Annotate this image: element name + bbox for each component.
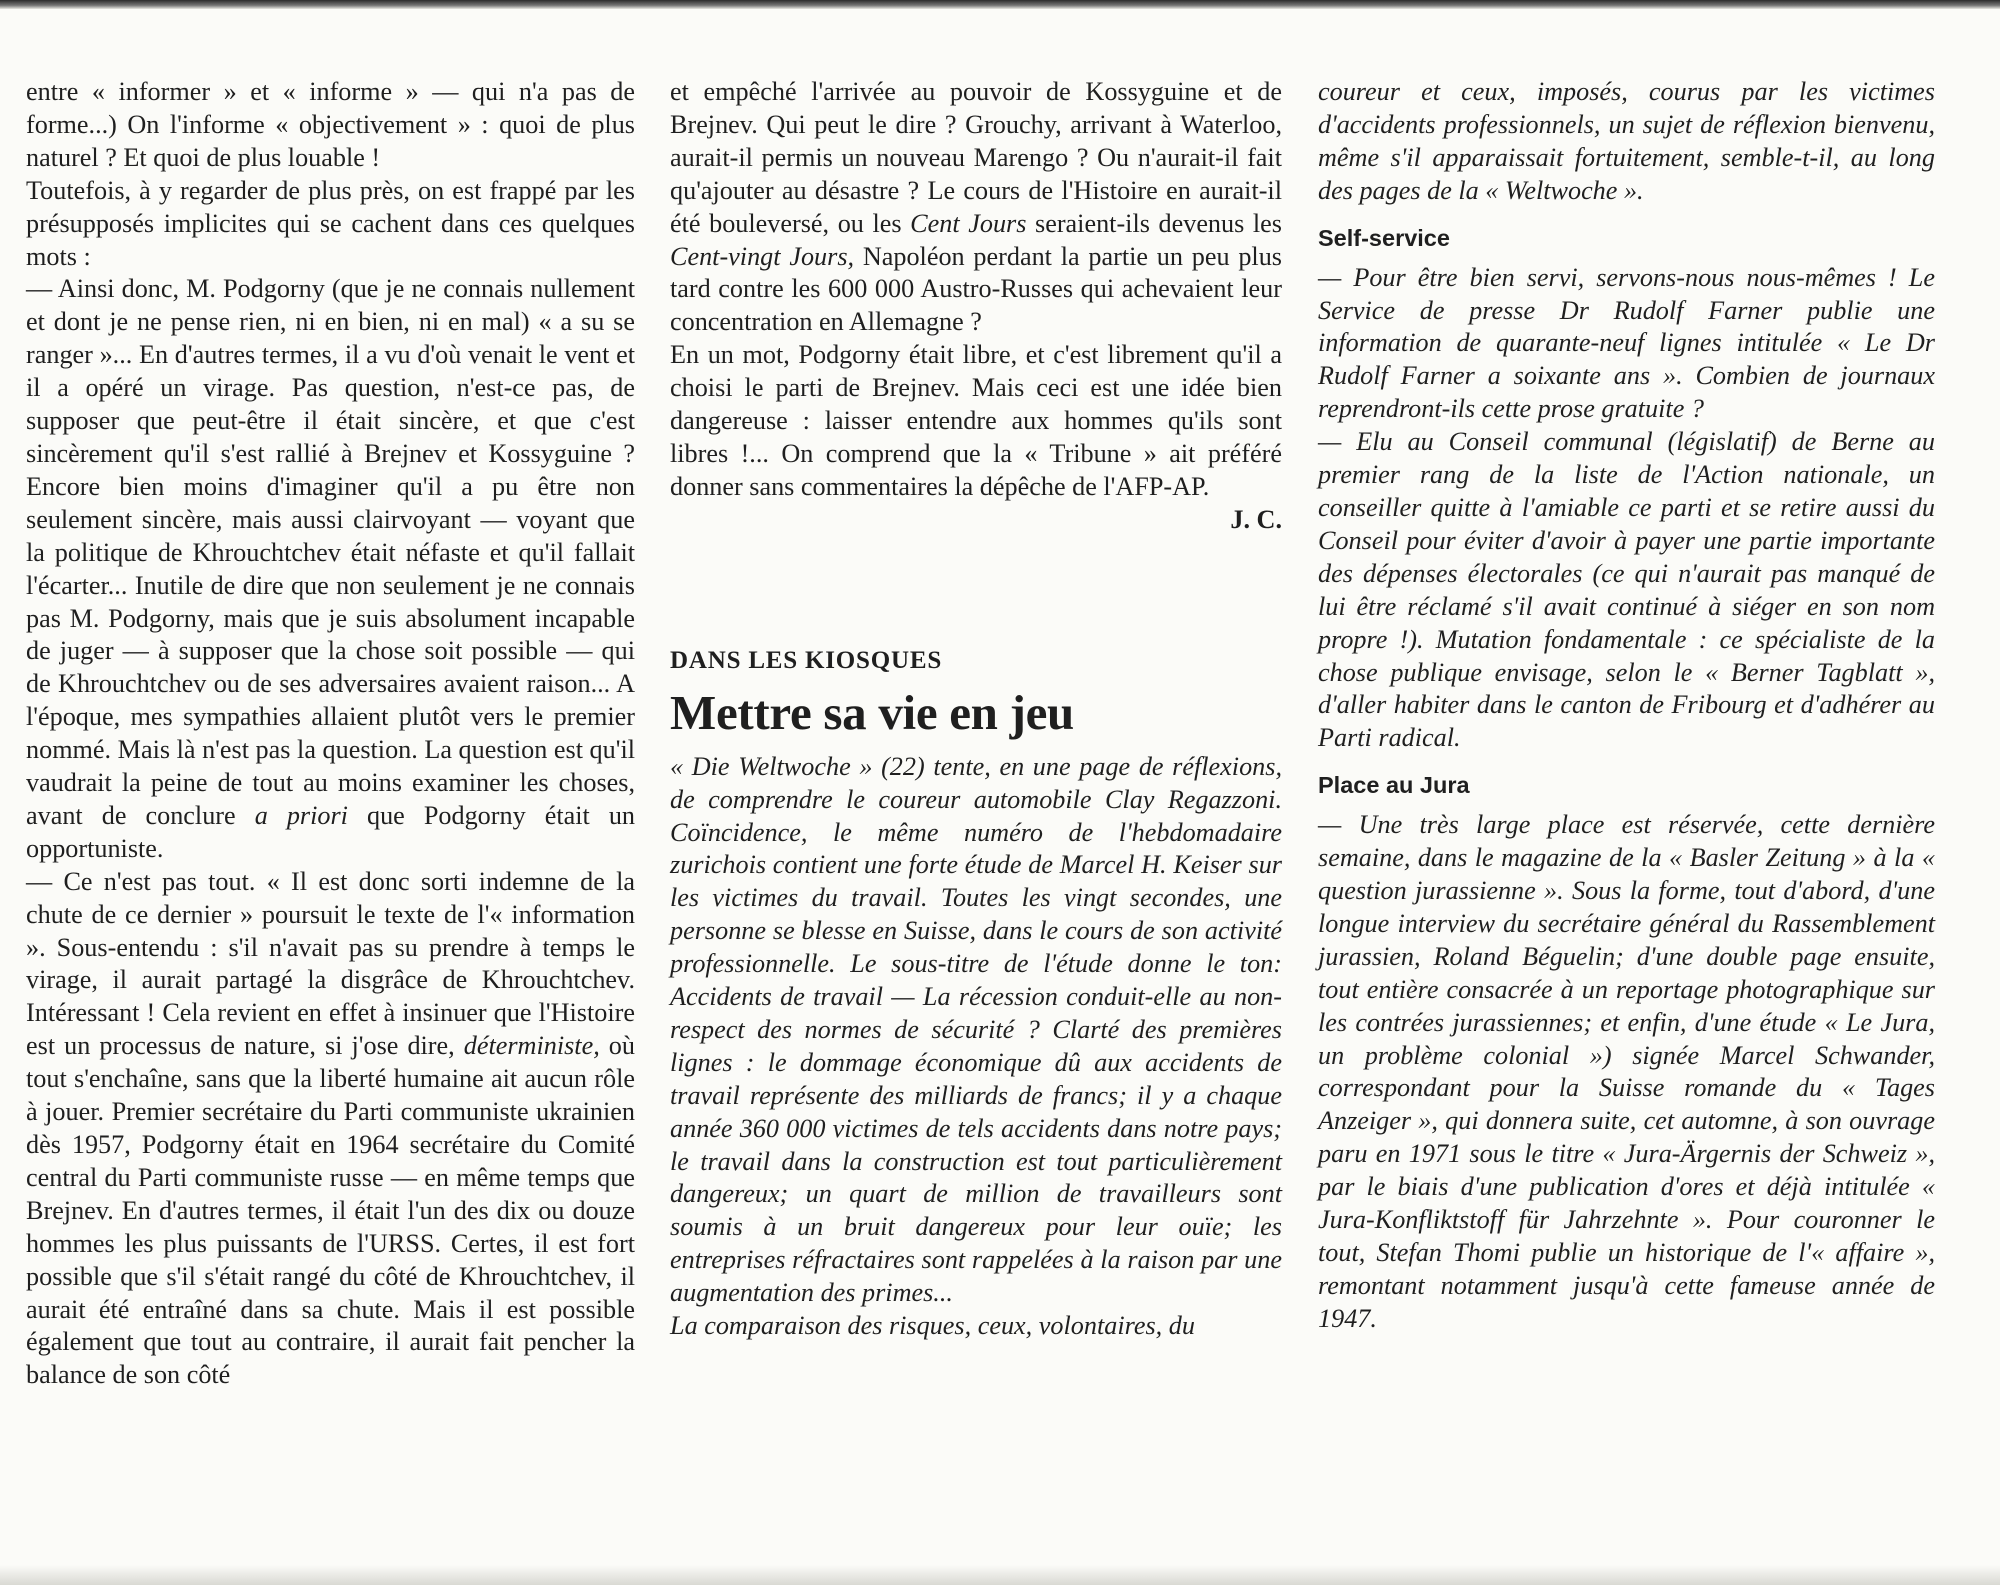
paragraph: En un mot, Podgorny était libre, et c'est librement qu'il a choisi le parti de Brejnev. Mais ceci est une idée bien dangereuse : laisser entendre aux hommes qu'ils sont libres !... On comprend que la « Tribune » ait préféré donner sans commentaires la dépêche de l'AFP-AP.	[670, 340, 1282, 501]
subheading-place-au-jura: Place au Jura	[1318, 772, 1470, 799]
paragraph: — Elu au Conseil communal (législatif) de Berne au premier rang de la liste de l'Action nationale, un conseiller quitte à l'amiable ce parti et se retire aussi du Conseil pour éviter d'avoir à payer une partie importante des dépenses électorales (ce qui n'aurait pas manqué de lui être réclamé s'il avait continué à siéger en son nom propre !). Mutation fondamentale : ce spécialiste de la chose publique envisage, selon le « Berner Tagblatt », d'aller habiter dans le canton de Fribourg et d'adhérer au Parti radical.	[1318, 427, 1935, 753]
paragraph: — Une très large place est réservée, cette dernière semaine, dans le magazine de la « Basler Zeitung » à la « question jurassienne ». Sous la forme, tout d'abord, d'une longue interview du secrétaire général du Rassemblement jurassien, Roland Béguelin; d'une double page ensuite, tout entière consacrée à un reportage photographique sur les contrées jurassiennes; et enfin, d'une étude « Le Jura, un problème colonial ») signée Marcel Schwander, correspondant pour la Suisse romande du « Tages Anzeiger », qui donnera suite, cet automne, à son ouvrage paru en 1971 sous le titre « Jura-Ärgernis der Schweiz », par le biais d'une publication d'ores et déjà intitulée « Jura-Konfliktstoff für Jahrzehnte ». Pour couronner le tout, Stefan Thomi publie un historique de l'« affaire », remontant notamment jusqu'à cette fameuse année de 1947.	[1318, 810, 1935, 1333]
italic-title: Cent Jours	[910, 208, 1027, 238]
article-headline: Mettre sa vie en jeu	[670, 684, 1074, 740]
column-middle	[670, 76, 1282, 1343]
italic-title: Cent-vingt Jours,	[670, 241, 855, 271]
paragraph	[26, 866, 635, 1393]
paragraph-text: — Ce n'est pas tout. « Il est donc sorti indemne de la chute de ce dernier » poursuit le texte de l'« information ». Sous-entendu : s'il n'avait pas su prendre à temps le virage, il aurait partagé la disgrâce de Khrouchtchev. Intéressant ! Cela revient en effet à insinuer que l'Histoire est un processus de nature, si j'ose dire,	[26, 866, 635, 1061]
paragraph: — Pour être bien servi, servons-nous nous-mêmes ! Le Service de presse Dr Rudolf Farner publie une information de quarante-neuf lignes intitulée « Le Dr Rudolf Farner a soixante ans ». Combien de journaux reprendront-ils cette prose gratuite ?	[1318, 262, 1935, 424]
paragraph	[26, 273, 635, 865]
paragraph-text: et empêché l'arrivée au pouvoir de Kossyguine et de Brejnev. Qui peut le dire ? Grouchy, arrivant à Waterloo, aurait-il permis un nouveau Marengo ? Ou n'aurait-il fait qu'ajouter au désastre ? Le cours de l'Histoire en aurait-il été bouleversé, ou les	[670, 77, 1282, 238]
section-rubric: DANS LES KIOSQUES	[670, 646, 943, 674]
paragraph-text: Napoléon perdant la partie un peu plus tard contre les 600 000 Austro-Russes qui achevaient leur concentration en Allemagne ?	[670, 241, 1282, 337]
column-left	[26, 76, 635, 1392]
paragraph-text: seraient-ils devenus les	[1026, 208, 1283, 238]
paragraph-text: où tout s'enchaîne, sans que la liberté humaine ait aucun rôle à jouer. Premier secrétaire du Parti communiste ukrainien dès 1957, Podgorny était en 1964 secrétaire du Comité central du Parti communiste russe — en même temps que Brejnev. En d'autres termes, il était l'un des dix ou douze hommes les plus puissants de l'URSS. Certes, il est fort possible que s'il s'était rangé du côté de Khrouchtchev, il aurait été entraîné dans sa chute. Mais il est possible également que tout au contraire, il aurait fait pencher la balance de son côté	[26, 1031, 635, 1390]
italic-phrase: a priori	[254, 800, 348, 830]
paragraph: La comparaison des risques, ceux, volontaires, du	[670, 1311, 1195, 1341]
top-rule	[0, 0, 2000, 9]
paragraph: coureur et ceux, imposés, courus par les victimes d'accidents professionnels, un sujet de réflexion bienvenu, même s'il apparaissait fortuitement, semble-t-il, au long des pages de la « Weltwoche ».	[1318, 77, 1935, 205]
italic-word: déterministe,	[463, 1031, 600, 1061]
paragraph: entre « informer » et « informe » — qui n'a pas de forme...) On l'informe « objectivement » : quoi de plus naturel ? Et quoi de plus louable !	[26, 77, 635, 172]
column-right	[1318, 76, 1935, 1336]
paragraph: « Die Weltwoche » (22) tente, en une page de réflexions, de comprendre le coureur automobile Clay Regazzoni. Coïncidence, le même numéro de l'hebdomadaire zurichois contient une forte étude de Marcel H. Keiser sur les victimes du travail. Toutes les vingt secondes, une personne se blesse en Suisse, dans le cours de son activité professionnelle. Le sous-titre de l'étude donne le ton: Accidents de travail — La récession conduit-elle au non-respect des normes de sécurité ? Clarté des premières lignes : le dommage économique dû aux accidents de travail représente des milliards de francs; il y a chaque année 360 000 victimes de tels accidents dans notre pays; le travail dans la construction est tout particulièrement dangereux; un quart de million de travailleurs sont soumis à un bruit dangereux pour leur ouïe; les entreprises réfractaires sont rappelées à la raison par une augmentation des primes...	[670, 751, 1282, 1308]
page-bottom-edge	[0, 1565, 2000, 1585]
subheading-self-service: Self-service	[1318, 224, 1450, 251]
paragraph-text: que Podgorny était un opportuniste.	[26, 800, 636, 863]
paragraph: Toutefois, à y regarder de plus près, on est frappé par les présupposés implicites qui se cachent dans ces quelques mots :	[26, 175, 635, 271]
author-signature: J. C.	[1230, 504, 1282, 534]
paragraph	[670, 76, 1282, 339]
paragraph-text: — Ainsi donc, M. Podgorny (que je ne connais nullement et dont je ne pense rien, ni en bien, ni en mal) « a su se ranger »... En d'autres termes, il a vu d'où venait le vent et il a opéré un virage. Pas question, n'est-ce pas, de supposer que peut-être il était sincère, et que c'est sincèrement qu'il s'est rallié à Brejnev et Kossyguine ? Encore bien moins d'imaginer qu'il a pu être non seulement sincère, mais aussi clairvoyant — voyant que la politique de Khrouchtchev était néfaste et qu'il fallait l'écarter... Inutile de dire que non seulement je ne connais pas M. Podgorny, mais que je suis absolument incapable de juger — à supposer que la chose soit possible — qui de Khrouchtchev ou de ses adversaires avaient raison... A l'époque, mes sympathies allaient plutôt vers le premier nommé. Mais là n'est pas la question. La question est qu'il vaudrait la peine de tout au moins examiner les choses, avant de conclure	[26, 274, 635, 830]
